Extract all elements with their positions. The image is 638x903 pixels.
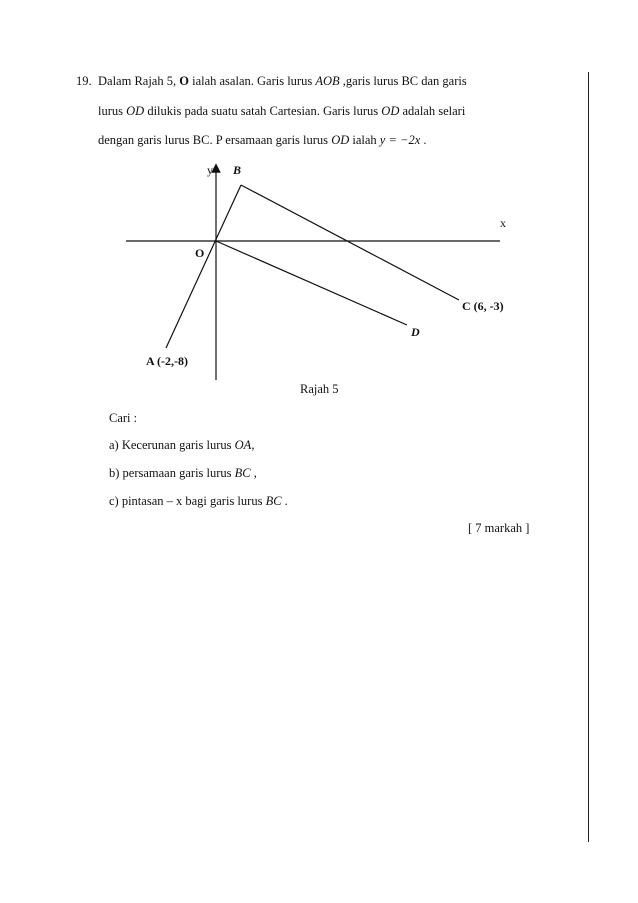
origin-label: O xyxy=(195,246,205,260)
line-aob xyxy=(166,185,241,348)
x-axis-label: x xyxy=(500,216,506,230)
question-line-3: dengan garis lurus BC. P ersamaan garis lurus OD ialah y = −2x . xyxy=(98,133,427,147)
question-number: 19. xyxy=(76,74,92,88)
line-od xyxy=(216,241,407,325)
task-c: c) pintasan – x bagi garis lurus BC . xyxy=(109,494,288,508)
question-line-1: Dalam Rajah 5, O ialah asalan. Garis lurus AOB ,garis lurus BC dan garis xyxy=(98,74,467,88)
point-d-label: D xyxy=(411,325,420,339)
point-c-label: C (6, -3) xyxy=(462,299,504,313)
task-b: b) persamaan garis lurus BC , xyxy=(109,466,257,480)
question-line-2: lurus OD dilukis pada suatu satah Cartesian. Garis lurus OD adalah selari xyxy=(98,104,466,118)
marks-label: [ 7 markah ] xyxy=(468,521,530,535)
point-a-label: A (-2,-8) xyxy=(146,354,188,368)
y-axis-label: y xyxy=(207,163,213,177)
point-b-label: B xyxy=(233,163,242,177)
line-bc xyxy=(241,185,459,300)
diagram-caption: Rajah 5 xyxy=(300,382,339,396)
task-intro: Cari : xyxy=(109,411,138,425)
task-a: a) Kecerunan garis lurus OA, xyxy=(109,438,255,452)
